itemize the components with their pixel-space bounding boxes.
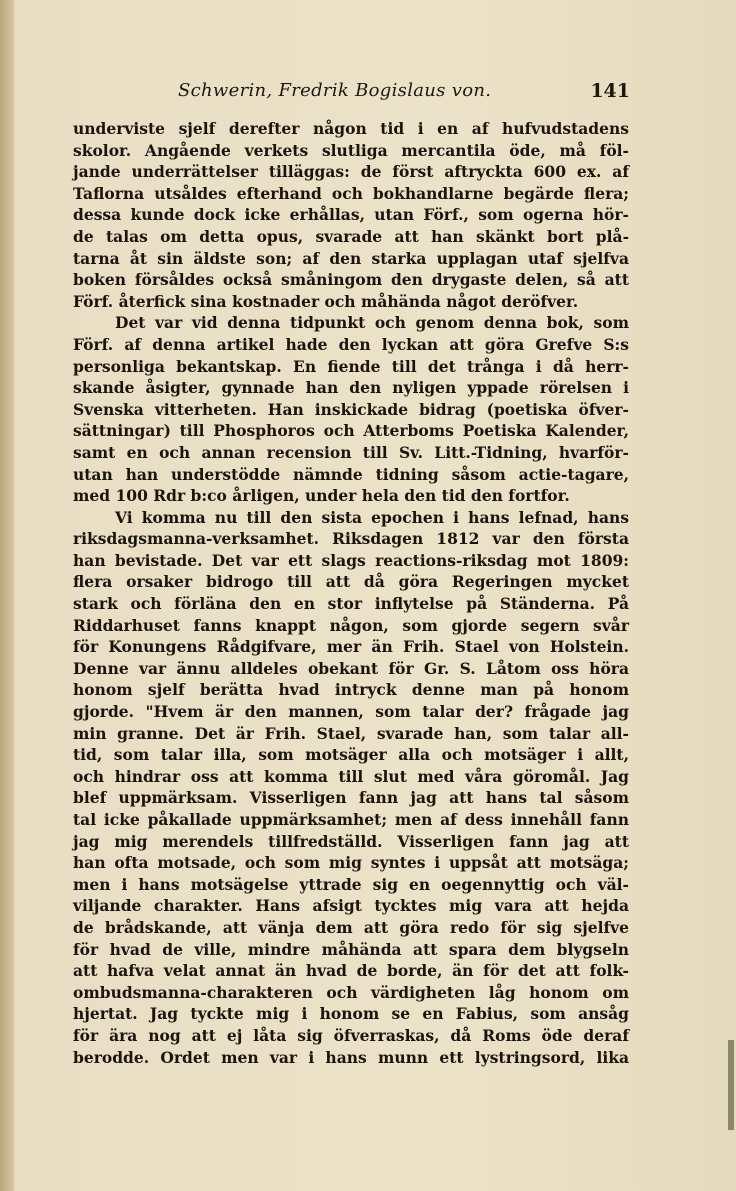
text-line: Riddarhuset fanns knappt någon, som gjorde segern svår [73,615,629,635]
text-line: de brådskande, att vänja dem att göra redo för sig sjelfve [73,917,629,937]
text-line: Förf. af denna artikel hade den lyckan att göra Grefve S:s [73,334,629,354]
text-line: min granne. Det är Frih. Stael, svarade han, som talar all- [73,723,629,743]
text-line: ombudsmanna-charakteren och värdigheten låg honom om [73,982,629,1002]
text-line: Förf. återfick sina kostnader och måhända något deröfver. [73,291,579,311]
text-line: jag mig merendels tillfredställd. Visserligen fann jag att [73,831,629,851]
text-line: tarna åt sin äldste son; af den starka upplagan utaf sjelfva [73,248,629,268]
text-line: skande åsigter, gynnade han den nyligen yppade rörelsen i [73,378,629,398]
text-line: gjorde. "Hvem är den mannen, som talar der? frågade jag [73,702,629,722]
text-line: för ära nog att ej låta sig öfverraskas, då Roms öde deraf [73,1025,629,1045]
text-line: för Konungens Rådgifvare, mer än Frih. Stael von Holstein. [73,637,629,657]
text-line: flera orsaker bidrogo till att då göra Regeringen mycket [73,572,629,592]
running-title: Schwerin, Fredrik Bogislaus von. [178,80,492,101]
text-line: boken försåldes också småningom den drygaste delen, så att [73,270,629,290]
page-number: 141 [590,80,630,102]
text-line: att hafva velat annat än hvad de borde, än för det att folk- [73,961,629,981]
text-line: honom sjelf berätta hvad intryck denne man på honom [73,680,629,700]
text-line: Taflorna utsåldes efterhand och bokhandlarne begärde flera; [73,183,629,203]
text-line: med 100 Rdr b:co årligen, under hela den tid den fortfor. [73,486,570,506]
text-line: men i hans motsägelse yttrade sig en oegennyttig och väl- [73,874,629,894]
text-line: skolor. Angående verkets slutliga mercantila öde, må föl- [73,140,629,160]
text-line: Vi komma nu till den sista epochen i hans lefnad, hans [115,507,629,527]
binding-shadow [0,0,14,1191]
text-line: sättningar) till Phosphoros och Atterboms Poetiska Kalender, [73,421,629,441]
text-line: viljande charakter. Hans afsigt tycktes mig vara att hejda [73,896,629,916]
text-line: utan han understödde nämnde tidning såsom actie-tagare, [73,464,629,484]
body-text [73,118,629,1068]
text-line: samt en och annan recension till Sv. Litt.-Tidning, hvarför- [73,442,629,462]
text-line: stark och förläna den en stor inflytelse på Ständerna. På [73,594,629,614]
text-line: och hindrar oss att komma till slut med våra göromål. Jag [73,766,629,786]
text-line: berodde. Ordet men var i hans munn ett lystringsord, lika [73,1047,629,1067]
page-edge-mark [728,1040,734,1130]
text-line: han bevistade. Det var ett slags reactions-riksdag mot 1809: [73,550,629,570]
text-line: Det var vid denna tidpunkt och genom denna bok, som [115,313,629,333]
text-line: tal icke påkallade uppmärksamhet; men af dess innehåll fann [73,810,629,829]
text-line: dessa kunde dock icke erhållas, utan Förf., som ogerna hör- [73,205,629,225]
text-line: Svenska vitterheten. Han inskickade bidrag (poetiska öfver- [73,399,629,419]
text-line: de talas om detta opus, svarade att han skänkt bort plå- [73,226,629,246]
text-line: riksdagsmanna-verksamhet. Riksdagen 1812 var den första [73,529,629,549]
text-line: underviste sjelf derefter någon tid i en af hufvudstadens [73,119,629,138]
text-line: han ofta motsade, och som mig syntes i uppsåt att motsäga; [73,853,629,873]
text-line: hjertat. Jag tyckte mig i honom se en Fabius, som ansåg [73,1004,629,1024]
text-line: Denne var ännu alldeles obekant för Gr. S. Låtom oss höra [73,658,629,678]
text-line: blef uppmärksam. Visserligen fann jag att hans tal såsom [73,788,629,808]
page-header [70,80,630,106]
text-line: för hvad de ville, mindre måhända att spara dem blygseln [73,939,629,959]
text-line: tid, som talar illa, som motsäger alla och motsäger i allt, [73,745,629,765]
text-line: jande underrättelser tilläggas: de först aftryckta 600 ex. af [73,162,629,182]
text-line: personliga bekantskap. En fiende till det trånga i då herr- [73,356,629,376]
